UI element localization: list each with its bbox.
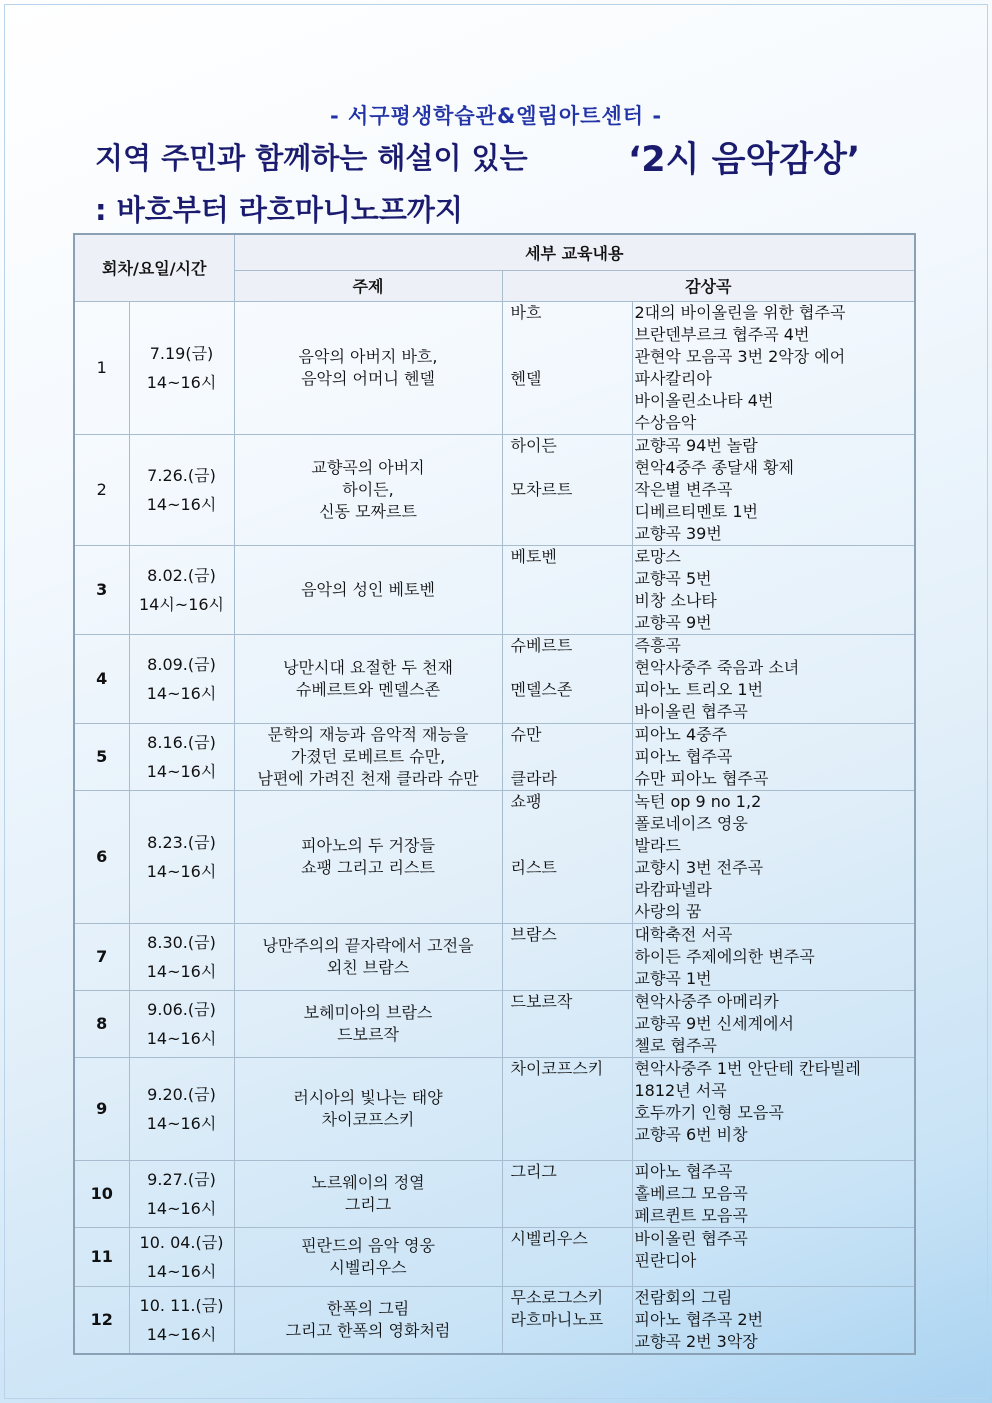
work-title: 교향곡 1번 (634, 968, 712, 988)
work-title: 핀란디아 (634, 1250, 697, 1270)
work-title: 즉흥곡 (634, 635, 681, 655)
session-datetime (129, 1286, 234, 1354)
topic-line: 교향곡의 아버지 (311, 457, 425, 477)
work-title: 피아노 협주곡 (634, 746, 733, 766)
table-row (74, 434, 915, 545)
composer-name (511, 390, 632, 412)
page-title-highlight: ‘2시 음악감상’ (628, 140, 861, 180)
work-title: 교향곡 6번 비창 (634, 1124, 748, 1144)
session-number: 1 (74, 301, 129, 434)
work-title: 교향시 3번 전주곡 (634, 857, 764, 877)
topic-line: 외친 브람스 (326, 957, 410, 977)
work-list (632, 790, 915, 923)
session-number: 10 (74, 1160, 129, 1227)
composer-name: 하이든 (510, 435, 557, 455)
work-title: 교향곡 39번 (634, 523, 722, 543)
composer-name: 헨델 (510, 368, 542, 388)
composer-name (511, 1331, 632, 1353)
session-topic (234, 434, 502, 545)
composer-list (502, 723, 632, 790)
table-row (74, 923, 915, 990)
composer-name: 라흐마니노프 (510, 1309, 604, 1329)
work-title: 발라드 (634, 835, 681, 855)
session-topic (234, 923, 502, 990)
session-time: 14~16시 (146, 1113, 217, 1133)
work-title: 바이올린소나타 4번 (634, 390, 774, 410)
header-session: 회차/요일/시간 (74, 234, 234, 301)
session-time: 14~16시 (146, 1198, 217, 1218)
table-row (74, 723, 915, 790)
composer-name: 브람스 (510, 924, 557, 944)
session-date: 9.06.(금) (147, 999, 216, 1019)
session-date: 8.23.(금) (147, 832, 216, 852)
session-topic (234, 990, 502, 1057)
work-list (632, 1227, 915, 1286)
table-row (74, 1286, 915, 1354)
composer-name: 리스트 (510, 857, 557, 877)
composer-name: 바흐 (510, 302, 542, 322)
session-date: 10. 11.(금) (139, 1295, 224, 1315)
topic-line: 음악의 아버지 바흐, (298, 346, 438, 366)
session-time: 14~16시 (146, 683, 217, 703)
composer-name: 쇼팽 (510, 791, 542, 811)
session-datetime (129, 790, 234, 923)
composer-name: 멘델스존 (510, 679, 573, 699)
session-date: 8.09.(금) (147, 654, 216, 674)
topic-line: 차이코프스키 (321, 1109, 415, 1129)
table-row (74, 1160, 915, 1227)
work-title: 바이올린 협주곡 (634, 701, 748, 721)
work-title: 비창 소나타 (634, 590, 717, 610)
work-title: 브란덴부르크 협주곡 4번 (634, 324, 810, 344)
composer-name (511, 590, 632, 612)
session-topic (234, 1057, 502, 1160)
session-topic (234, 301, 502, 434)
topic-line: 핀란드의 음악 영웅 (301, 1235, 435, 1255)
table-row (74, 634, 915, 723)
composer-name (511, 324, 632, 346)
work-list (632, 301, 915, 434)
work-title: 관현악 모음곡 3번 2악장 에어 (634, 346, 846, 366)
work-title: 하이든 주제에의한 변주곡 (634, 946, 815, 966)
topic-line: 노르웨이의 정열 (311, 1172, 425, 1192)
composer-name: 슈만 (510, 724, 542, 744)
work-title: 로망스 (634, 546, 681, 566)
table-row (74, 990, 915, 1057)
work-title: 1812년 서곡 (634, 1080, 727, 1100)
session-number: 4 (74, 634, 129, 723)
work-list (632, 1057, 915, 1160)
composer-name: 드보르작 (510, 991, 573, 1011)
session-datetime (129, 1057, 234, 1160)
composer-name (511, 813, 632, 835)
topic-line: 피아노의 두 거장들 (301, 835, 435, 855)
composer-name: 차이코프스키 (510, 1058, 604, 1078)
composer-list (502, 1160, 632, 1227)
session-date: 9.20.(금) (147, 1084, 216, 1104)
composer-name (511, 568, 632, 590)
composer-name: 모차르트 (510, 479, 573, 499)
session-time: 14~16시 (146, 1261, 217, 1281)
work-title: 작은별 변주곡 (634, 479, 733, 499)
composer-name: 베토벤 (510, 546, 557, 566)
session-datetime (129, 723, 234, 790)
composer-name (511, 901, 632, 923)
composer-name: 그리그 (510, 1161, 557, 1181)
session-date: 8.30.(금) (147, 932, 216, 952)
session-datetime (129, 1160, 234, 1227)
work-title: 교향곡 2번 3악장 (634, 1331, 758, 1351)
work-title: 교향곡 9번 신세계에서 (634, 1013, 794, 1033)
composer-name (511, 612, 632, 634)
schedule-body (74, 301, 915, 1354)
composer-name: 클라라 (510, 768, 557, 788)
composer-name (511, 968, 632, 990)
composer-list (502, 634, 632, 723)
topic-line: 보헤미아의 브람스 (303, 1002, 433, 1022)
session-date: 8.16.(금) (147, 732, 216, 752)
work-title: 피아노 4중주 (634, 724, 728, 744)
session-number: 12 (74, 1286, 129, 1354)
topic-line: 가졌던 로베르트 슈만, (290, 746, 446, 766)
topic-line: 남편에 가려진 천재 클라라 슈만 (257, 768, 479, 788)
session-time: 14~16시 (146, 1324, 217, 1344)
schedule-table (73, 233, 916, 1355)
topic-line: 낭만시대 요절한 두 천재 (283, 657, 453, 677)
page-subtitle: - 서구평생학습관&엘림아트센터 - (329, 104, 663, 128)
session-topic (234, 1227, 502, 1286)
session-date: 10. 04.(금) (139, 1232, 224, 1252)
work-title: 2대의 바이올린을 위한 협주곡 (634, 302, 846, 322)
composer-list (502, 990, 632, 1057)
session-time: 14~16시 (146, 494, 217, 514)
work-title: 피아노 협주곡 2번 (634, 1309, 764, 1329)
session-date: 9.27.(금) (147, 1169, 216, 1189)
work-list (632, 723, 915, 790)
session-datetime (129, 634, 234, 723)
composer-name (511, 701, 632, 723)
topic-line: 그리고 한폭의 영화처럼 (285, 1320, 451, 1340)
session-number: 8 (74, 990, 129, 1057)
session-date: 7.26.(금) (147, 465, 216, 485)
work-title: 사랑의 꿈 (634, 901, 702, 921)
composer-name (511, 1102, 632, 1124)
work-title: 폴로네이즈 영웅 (634, 813, 748, 833)
composer-name (511, 835, 632, 857)
composer-list (502, 301, 632, 434)
topic-line: 신동 모짜르트 (319, 501, 417, 521)
work-title: 교향곡 9번 (634, 612, 712, 632)
work-title: 호두까기 인형 모음곡 (634, 1102, 784, 1122)
composer-name (511, 657, 632, 679)
composer-name (511, 1205, 632, 1227)
session-datetime (129, 545, 234, 634)
composer-name (511, 501, 632, 523)
table-row (74, 1057, 915, 1160)
composer-list (502, 545, 632, 634)
work-title: 홀베르그 모음곡 (634, 1183, 748, 1203)
work-title: 파사칼리아 (634, 368, 712, 388)
session-number: 5 (74, 723, 129, 790)
work-list (632, 434, 915, 545)
work-title: 녹턴 op 9 no 1,2 (634, 791, 762, 811)
composer-name: 무소로그스키 (510, 1287, 604, 1307)
topic-line: 드보르작 (337, 1024, 399, 1044)
composer-name (511, 1013, 632, 1035)
session-number: 3 (74, 545, 129, 634)
session-date: 7.19(금) (149, 343, 214, 363)
topic-line: 음악의 어머니 헨델 (301, 368, 435, 388)
session-time: 14~16시 (146, 761, 217, 781)
session-datetime (129, 1227, 234, 1286)
work-list (632, 1160, 915, 1227)
composer-name (511, 1183, 632, 1205)
composer-name (511, 879, 632, 901)
session-date: 8.02.(금) (147, 565, 216, 585)
session-number: 7 (74, 923, 129, 990)
topic-line: 쇼팽 그리고 리스트 (301, 857, 435, 877)
topic-line: 문학의 재능과 음악적 재능을 (267, 724, 469, 744)
composer-name (511, 346, 632, 368)
work-list (632, 1286, 915, 1354)
header-topic: 주제 (234, 270, 502, 301)
composer-name: 시벨리우스 (510, 1228, 588, 1248)
composer-list (502, 790, 632, 923)
session-time: 14시~16시 (138, 594, 225, 614)
work-list (632, 634, 915, 723)
session-number: 2 (74, 434, 129, 545)
composer-name: 슈베르트 (510, 635, 573, 655)
session-topic (234, 790, 502, 923)
composer-list (502, 923, 632, 990)
work-title: 바이올린 협주곡 (634, 1228, 748, 1248)
session-time: 14~16시 (146, 372, 217, 392)
composer-name (511, 457, 632, 479)
work-title: 페르퀸트 모음곡 (634, 1205, 748, 1225)
work-title: 디베르티멘토 1번 (634, 501, 758, 521)
table-row (74, 790, 915, 923)
session-topic (234, 723, 502, 790)
work-list (632, 923, 915, 990)
composer-name (511, 412, 632, 434)
work-title: 슈만 피아노 협주곡 (634, 768, 769, 788)
header-detail: 세부 교육내용 (234, 234, 915, 270)
work-title: 현악사중주 아메리카 (634, 991, 779, 1011)
work-title: 전람회의 그림 (634, 1287, 733, 1307)
work-title: 현악사중주 1번 안단테 칸타빌레 (634, 1058, 861, 1078)
session-number: 11 (74, 1227, 129, 1286)
composer-name (511, 946, 632, 968)
page-title-line2: : 바흐부터 라흐마니노프까지 (95, 193, 463, 227)
page-title-line1: 지역 주민과 함께하는 해설이 있는 (95, 141, 528, 175)
session-topic (234, 1286, 502, 1354)
composer-list (502, 1286, 632, 1354)
composer-list (502, 434, 632, 545)
topic-line: 하이든, (342, 479, 394, 499)
session-number: 6 (74, 790, 129, 923)
session-number: 9 (74, 1057, 129, 1160)
topic-line: 한폭의 그림 (326, 1298, 410, 1318)
work-title: 피아노 트리오 1번 (634, 679, 764, 699)
composer-name (511, 746, 632, 768)
topic-line: 슈베르트와 멘델스존 (295, 679, 441, 699)
session-time: 14~16시 (146, 1028, 217, 1048)
work-title: 대학축전 서곡 (634, 924, 733, 944)
topic-line: 음악의 성인 베토벤 (301, 579, 435, 599)
composer-name (511, 523, 632, 545)
session-time: 14~16시 (146, 861, 217, 881)
session-topic (234, 545, 502, 634)
work-title: 라캄파넬라 (634, 879, 712, 899)
composer-list (502, 1227, 632, 1286)
work-title: 현악4중주 종달새 황제 (634, 457, 794, 477)
session-topic (234, 634, 502, 723)
session-time: 14~16시 (146, 961, 217, 981)
work-title: 현악사중주 죽음과 소녀 (634, 657, 800, 677)
table-row (74, 1227, 915, 1286)
table-row (74, 545, 915, 634)
topic-line: 시벨리우스 (329, 1257, 407, 1277)
topic-line: 그리그 (344, 1194, 392, 1214)
session-topic (234, 1160, 502, 1227)
table-row (74, 301, 915, 434)
composer-name (511, 1250, 632, 1272)
composer-name (511, 1035, 632, 1057)
session-datetime (129, 923, 234, 990)
composer-list (502, 1057, 632, 1160)
work-title: 수상음악 (634, 412, 697, 432)
composer-name (511, 1124, 632, 1146)
topic-line: 러시아의 빛나는 태양 (293, 1087, 443, 1107)
session-datetime (129, 990, 234, 1057)
session-datetime (129, 301, 234, 434)
work-list (632, 545, 915, 634)
header-pieces: 감상곡 (502, 270, 915, 301)
composer-name (511, 1080, 632, 1102)
work-title: 교향곡 5번 (634, 568, 712, 588)
session-datetime (129, 434, 234, 545)
work-title: 교향곡 94번 놀람 (634, 435, 758, 455)
work-title: 첼로 협주곡 (634, 1035, 717, 1055)
topic-line: 낭만주의의 끝자락에서 고전을 (262, 935, 474, 955)
work-title: 피아노 협주곡 (634, 1161, 733, 1181)
work-list (632, 990, 915, 1057)
